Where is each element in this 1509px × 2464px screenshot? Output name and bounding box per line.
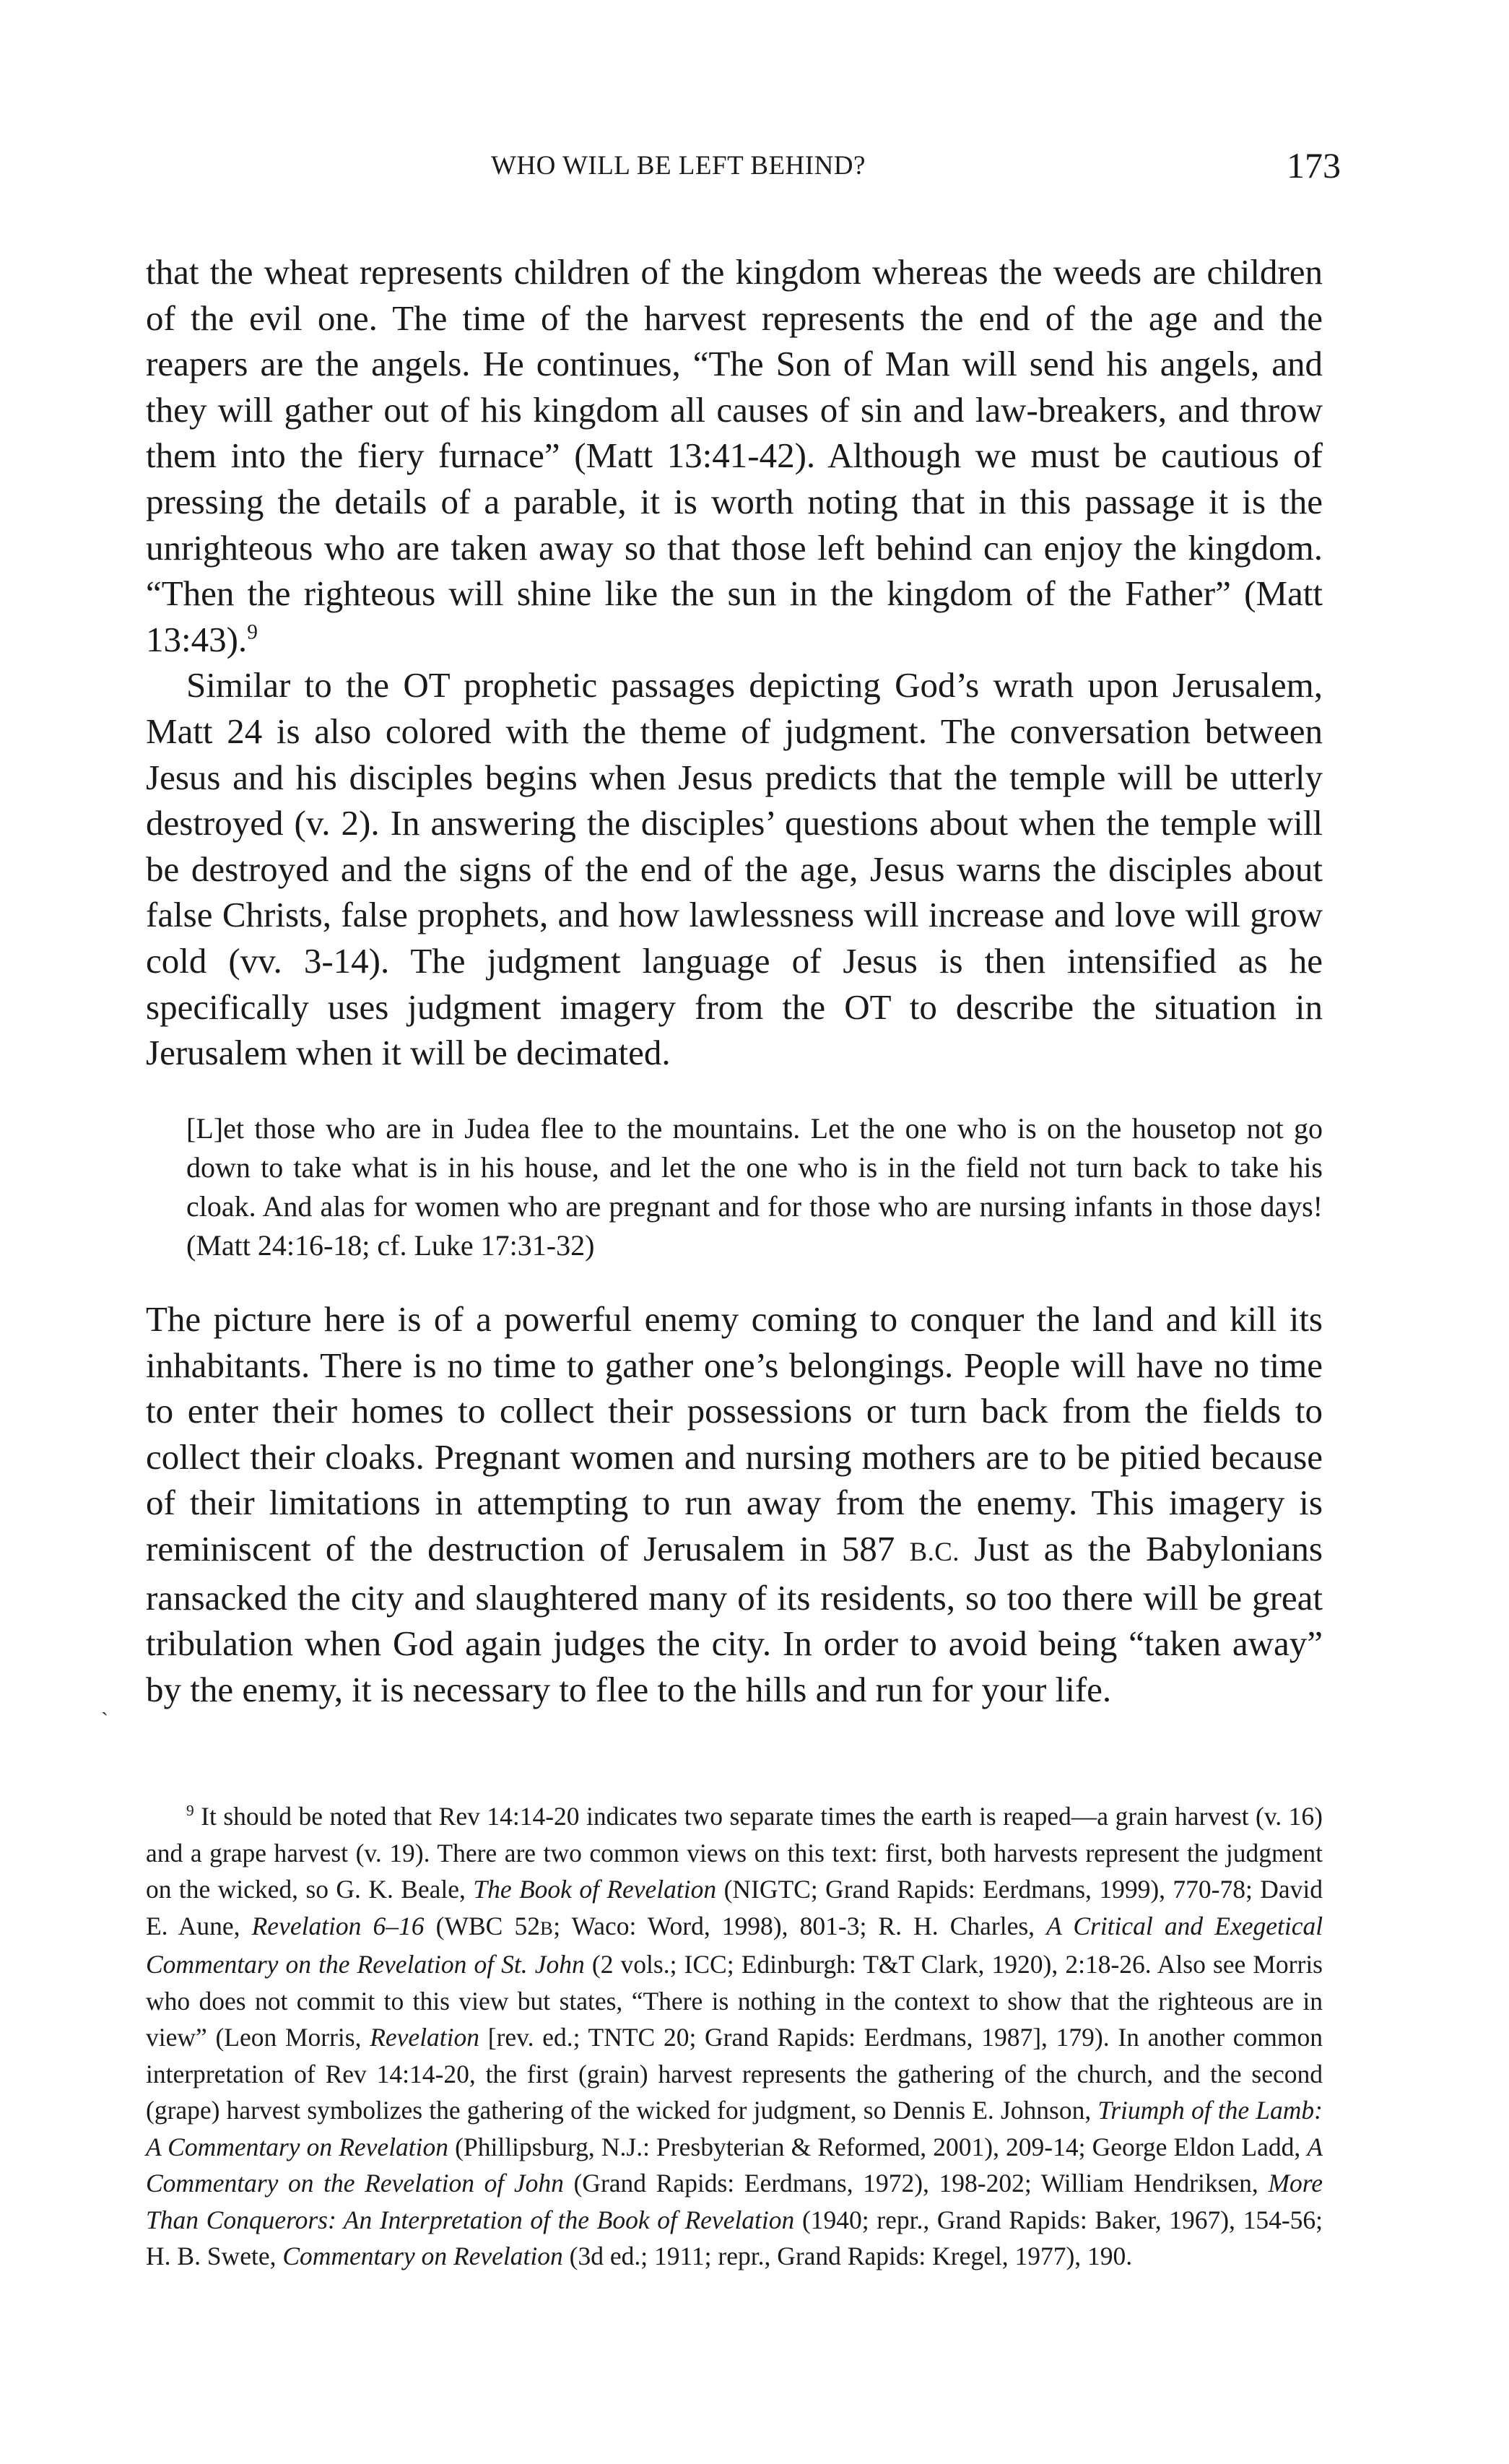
footnote-ref-9[interactable]: 9	[247, 620, 258, 644]
fn-text-05: (2 vols.; ICC; Edinburgh: T&T Clark, 1920), 2:18-26. Also see Morris who does not commit to this view but states, “There is nothing in the context to show that the righteous are in view” (Leon Morris,	[146, 1950, 1323, 2052]
running-head: WHO WILL BE LEFT BEHIND?	[491, 151, 866, 181]
fn-text-02: (NIGTC; Grand Rapids: Eerdmans, 1999), 770-78; David E. Aune,	[146, 1875, 1323, 1940]
fn-text-09: (1940; repr., Grand Rapids: Baker, 1967), 154-56; H. B. Swete,	[146, 2205, 1323, 2270]
fn-title-beale: The Book of Revelation	[473, 1875, 717, 1904]
paragraph-3-text-a: The picture here is of a powerful enemy coming to conquer the land and kill its inhabitants. There is no time to gather one’s belongings. People will have no time to enter their homes to collect their possessions or turn back from the fields to collect their cloaks. Pregnant women and nursing mothers are to be pitied because of their limitations in attempting to run away from the enemy. This imagery is reminiscent of the destruction of Jerusalem in 587	[146, 1299, 1323, 1569]
fn-title-ladd: A Commentary on the Revelation of John	[146, 2132, 1323, 2198]
fn-text-07: (Phillipsburg, N.J.: Presbyterian & Reformed, 2001), 209-14; George Eldon Ladd,	[455, 2132, 1301, 2161]
paragraph-1-text: that the wheat represents children of the kingdom whereas the weeds are children of the evil one. The time of the harvest represents the end of the age and the reapers are the angels. He continues, “The Son of Man will send his angels, and they will gather out of his kingdom all causes of sin and law-breakers, and throw them into the fiery furnace” (Matt 13:41-42). Although we must be cautious of pressing the details of a parable, it is worth noting that in this passage it is the unrighteous who are taken away so that those left behind can enjoy the kingdom. “Then the righteous will shine like the sun in the kingdom of the Father” (Matt 13:43).	[146, 252, 1323, 659]
fn-text-10: (3d ed.; 1911; repr., Grand Rapids: Kregel, 1977), 190.	[569, 2242, 1133, 2270]
paragraph-3	[146, 1296, 1323, 1712]
fn-smallcap-b: B	[539, 1917, 554, 1939]
fn-title-swete: Commentary on Revelation	[282, 2242, 563, 2270]
fn-text-01: It should be noted that Rev 14:14-20 indicates two separate times the earth is reaped—a grain harvest (v. 16) and a grape harvest (v. 19). There are two common views on this text: first, both harvests represent the judgment on the wicked, so G. K. Beale,	[146, 1802, 1323, 1904]
fn-title-aune: Revelation 6–16	[251, 1911, 425, 1940]
fn-text-03: (WBC 52	[435, 1911, 540, 1940]
body-text-top	[146, 249, 1323, 1076]
paragraph-3-text-b: Just as the Babylonians ransacked the city and slaughtered many of its residents, so too there will be great tribulation when God again judges the city. In order to avoid being “taken away” by the enemy, it is necessary to flee to the hills and run for your life.	[146, 1528, 1323, 1709]
fn-text-04: ; Waco: Word, 1998), 801-3; R. H. Charles,	[553, 1911, 1035, 1940]
footnote-9	[146, 1798, 1323, 2275]
fn-title-morris: Revelation	[370, 2023, 480, 2052]
fn-text-06: [rev. ed.; TNTC 20; Grand Rapids: Eerdmans, 1987], 179). In another common interpretation of Rev 14:14-20, the first (grain) harvest represents the gathering of the church, and the second (grape) harvest symbolizes the gathering of the wicked for judgment, so Dennis E. Johnson,	[146, 2023, 1323, 2125]
paragraph-2: Similar to the OT prophetic passages depicting God’s wrath upon Jerusalem, Matt 24 is also colored with the theme of judgment. The conversation between Jesus and his disciples begins when Jesus predicts that the temple will be utterly destroyed (v. 2). In answering the disciples’ questions about when the temple will be destroyed and the signs of the end of the age, Jesus warns the disciples about false Christs, false prophets, and how lawlessness will increase and love will grow cold (vv. 3-14). The judgment language of Jesus is then intensified as he specifically uses judgment imagery from the OT to describe the situation in Jerusalem when it will be decimated.	[146, 665, 1323, 1073]
page-number: 173	[1287, 145, 1341, 186]
fn-text-08: (Grand Rapids: Eerdmans, 1972), 198-202; William Hendriksen,	[573, 2169, 1258, 2198]
footnote-number: 9	[186, 1802, 194, 1820]
block-quote: [L]et those who are in Judea flee to the mountains. Let the one who is on the housetop not go down to take what is in his house, and let the one who is in the field not turn back to take his cloak. And alas for women who are pregnant and for those who are nursing infants in those days! (Matt 24:16-18; cf. Luke 17:31-32)	[186, 1112, 1323, 1262]
fn-title-charles: A Critical and Exegetical Commentary on the Revelation of St. John	[146, 1911, 1323, 1979]
fn-title-hendriksen: More Than Conquerors: An Interpretation of the Book of Revelation	[146, 2169, 1323, 2234]
paragraph-1	[146, 249, 1323, 662]
fn-title-johnson: Triumph of the Lamb: A Commentary on Revelation	[146, 2096, 1323, 2161]
margin-mark: ˎ	[101, 1692, 108, 1716]
era-abbreviation: B.C.	[909, 1536, 960, 1566]
body-text-bottom	[146, 1296, 1323, 1712]
